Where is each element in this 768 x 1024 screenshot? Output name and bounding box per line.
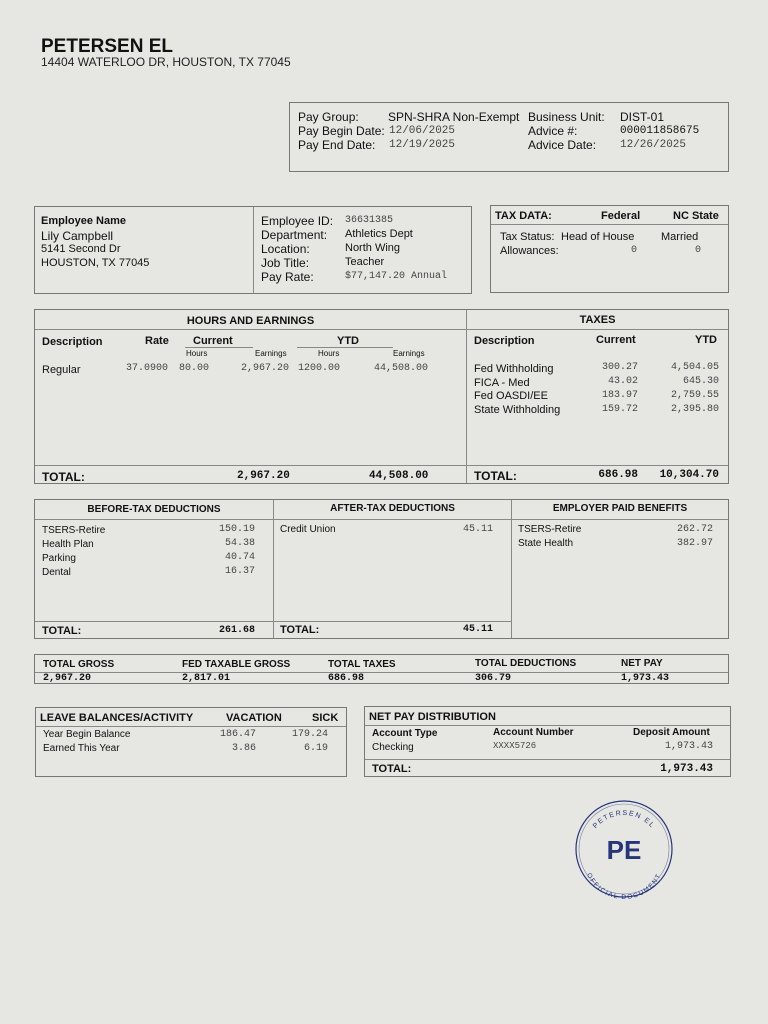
employer-row-amount: 382.97	[676, 538, 713, 549]
pay-rate-label: Pay Rate:	[261, 270, 314, 284]
leave-row-description: Earned This Year	[43, 743, 120, 754]
distribution-row-number: XXXX5726	[493, 741, 537, 751]
earnings-total-current: 2,967.20	[237, 470, 290, 482]
tax-row-ytd: 645.30	[682, 376, 719, 387]
distribution-row-amount: 1,973.43	[664, 741, 713, 752]
total-deductions-value: 306.79	[475, 673, 512, 684]
location-value: North Wing	[345, 242, 401, 254]
summary-box	[34, 654, 729, 684]
deductions-box	[34, 499, 729, 639]
sick-header: SICK	[312, 712, 339, 724]
taxes-heading: TAXES	[579, 314, 616, 326]
total-taxes-value: 686.98	[328, 673, 365, 684]
business-unit-label: Business Unit:	[528, 110, 605, 124]
before-tax-row-amount: 150.19	[218, 524, 255, 535]
company-name: PETERSEN EL	[41, 36, 173, 57]
advice-number-value: 000011858675	[620, 125, 700, 137]
tax-row-current: 300.27	[601, 362, 638, 373]
employee-city: HOUSTON, TX 77045	[41, 257, 150, 269]
after-tax-heading: AFTER-TAX DEDUCTIONS	[330, 503, 455, 514]
fed-taxable-gross-label: FED TAXABLE GROSS	[182, 659, 291, 670]
pay-group-label: Pay Group:	[298, 110, 359, 124]
tax-data-box	[490, 205, 729, 293]
distribution-row-type: Checking	[372, 742, 414, 753]
job-title-value: Teacher	[345, 256, 385, 268]
tax-row-ytd: 2,395.80	[670, 404, 719, 415]
svg-text:PETERSEN EL	[592, 810, 656, 830]
earnings-description-header: Description	[42, 336, 103, 348]
employer-benefits-heading: EMPLOYER PAID BENEFITS	[552, 503, 688, 514]
before-tax-row-description: Dental	[42, 567, 71, 578]
official-stamp	[568, 797, 680, 899]
ytd-hours-header: Hours	[318, 349, 340, 358]
net-pay-label: NET PAY	[621, 658, 663, 669]
taxes-current-header: Current	[596, 334, 636, 346]
earnings-row-current-earnings: 2,967.20	[241, 363, 290, 374]
tax-row-description: Fed Withholding	[474, 363, 554, 375]
stamp-initials: PE	[606, 835, 642, 865]
earnings-taxes-box	[34, 309, 729, 484]
leave-heading: LEAVE BALANCES/ACTIVITY	[40, 712, 194, 724]
employee-box	[34, 206, 472, 294]
employee-name-heading: Employee Name	[41, 215, 126, 227]
tax-data-heading: TAX DATA:	[495, 210, 552, 222]
total-taxes-label: TOTAL TAXES	[328, 659, 396, 670]
tax-row-ytd: 2,759.55	[670, 390, 719, 401]
before-tax-heading: BEFORE-TAX DEDUCTIONS	[87, 504, 221, 515]
distribution-heading: NET PAY DISTRIBUTION	[369, 711, 496, 723]
earnings-total-label: TOTAL:	[42, 470, 85, 484]
before-tax-row-amount: 54.38	[224, 538, 255, 549]
deposit-amount-header: Deposit Amount	[633, 727, 710, 738]
fed-taxable-gross-value: 2,817.01	[182, 673, 231, 684]
earnings-row-ytd-hours: 1200.00	[298, 363, 341, 374]
taxes-total-label: TOTAL:	[474, 469, 517, 483]
earnings-total-ytd: 44,508.00	[369, 470, 429, 482]
account-type-header: Account Type	[372, 728, 438, 739]
employer-row-description: TSERS-Retire	[518, 524, 582, 535]
tax-status-state: Married	[661, 231, 699, 243]
total-gross-value: 2,967.20	[43, 673, 92, 684]
advice-date-label: Advice Date:	[528, 138, 597, 152]
stamp-bottom-text: OFFICIAL DOCUMENT	[585, 872, 663, 899]
employer-row-description: State Health	[518, 538, 574, 549]
pay-info-box	[289, 102, 729, 172]
net-pay-value: 1,973.43	[621, 673, 670, 684]
distribution-total-label: TOTAL:	[372, 763, 412, 775]
employee-street: 5141 Second Dr	[41, 243, 121, 255]
tax-status-label: Tax Status:	[500, 231, 555, 243]
before-tax-row-description: Health Plan	[42, 539, 94, 550]
after-tax-total-label: TOTAL:	[280, 624, 320, 636]
vacation-header: VACATION	[226, 712, 282, 724]
allowances-label: Allowances:	[500, 245, 559, 257]
earnings-row-description: Regular	[42, 364, 81, 376]
before-tax-row-description: Parking	[42, 553, 76, 564]
earnings-rate-header: Rate	[145, 335, 169, 347]
location-label: Location:	[261, 242, 310, 256]
tax-federal-heading: Federal	[601, 210, 641, 222]
leave-row-sick: 6.19	[303, 743, 328, 754]
earnings-row-rate: 37.0900	[126, 363, 169, 374]
employee-name: Lily Campbell	[41, 229, 114, 243]
hours-earnings-heading: HOURS AND EARNINGS	[186, 315, 315, 327]
ytd-earnings-header: Earnings	[393, 349, 425, 358]
before-tax-row-description: TSERS-Retire	[42, 525, 106, 536]
employee-id-value: 36631385	[345, 215, 394, 226]
employer-row-amount: 262.72	[676, 524, 713, 535]
pay-begin-label: Pay Begin Date:	[298, 124, 385, 138]
account-number-header: Account Number	[493, 727, 574, 738]
employee-id-label: Employee ID:	[261, 214, 334, 228]
before-tax-total-label: TOTAL:	[42, 625, 82, 637]
allowances-state: 0	[695, 245, 702, 256]
pay-end-label: Pay End Date:	[298, 138, 376, 152]
pay-rate-value: $77,147.20 Annual	[345, 271, 448, 282]
taxes-total-current: 686.98	[598, 469, 638, 481]
after-tax-row-description: Credit Union	[280, 524, 336, 535]
tax-row-description: State Withholding	[474, 404, 561, 416]
advice-number-label: Advice #:	[528, 124, 578, 138]
before-tax-total-value: 261.68	[218, 625, 255, 636]
stamp-top-text: PETERSEN EL	[592, 809, 656, 830]
business-unit-value: DIST-01	[620, 110, 665, 124]
total-deductions-label: TOTAL DEDUCTIONS	[475, 658, 577, 669]
pay-end-value: 12/19/2025	[389, 139, 456, 151]
tax-row-description: FICA - Med	[474, 377, 530, 389]
department-label: Department:	[261, 228, 328, 242]
current-hours-header: Hours	[186, 349, 208, 358]
earnings-row-current-hours: 80.00	[179, 363, 210, 374]
earnings-current-header: Current	[193, 335, 233, 347]
taxes-description-header: Description	[474, 335, 535, 347]
total-gross-label: TOTAL GROSS	[43, 659, 115, 670]
after-tax-row-amount: 45.11	[462, 524, 493, 535]
tax-row-description: Fed OASDI/EE	[474, 390, 548, 402]
leave-row-sick: 179.24	[291, 729, 328, 740]
svg-text:OFFICIAL DOCUMENT	[585, 872, 663, 899]
department-value: Athletics Dept	[345, 228, 413, 240]
tax-row-current: 159.72	[601, 404, 638, 415]
distribution-box	[364, 706, 731, 777]
leave-row-description: Year Begin Balance	[43, 729, 131, 740]
leave-row-vacation: 186.47	[219, 729, 256, 740]
allowances-federal: 0	[631, 245, 638, 256]
distribution-total-value: 1,973.43	[660, 763, 713, 775]
leave-row-vacation: 3.86	[231, 743, 256, 754]
tax-row-current: 183.97	[601, 390, 638, 401]
before-tax-row-amount: 16.37	[224, 566, 255, 577]
after-tax-total-value: 45.11	[462, 624, 493, 635]
current-earnings-header: Earnings	[255, 349, 287, 358]
advice-date-value: 12/26/2025	[620, 139, 687, 151]
company-address: 14404 WATERLOO DR, HOUSTON, TX 77045	[41, 55, 291, 69]
tax-state-heading: NC State	[673, 210, 719, 222]
job-title-label: Job Title:	[261, 256, 310, 270]
tax-status-federal: Head of House	[561, 231, 635, 243]
earnings-row-ytd-earnings: 44,508.00	[374, 363, 429, 374]
pay-begin-value: 12/06/2025	[389, 125, 456, 137]
earnings-ytd-header: YTD	[337, 335, 359, 347]
tax-row-ytd: 4,504.05	[670, 362, 719, 373]
taxes-total-ytd: 10,304.70	[659, 469, 719, 481]
before-tax-row-amount: 40.74	[224, 552, 255, 563]
leave-box	[35, 707, 347, 777]
taxes-ytd-header: YTD	[695, 334, 717, 346]
tax-row-current: 43.02	[607, 376, 638, 387]
pay-group-value: SPN-SHRA Non-Exempt	[388, 110, 520, 124]
